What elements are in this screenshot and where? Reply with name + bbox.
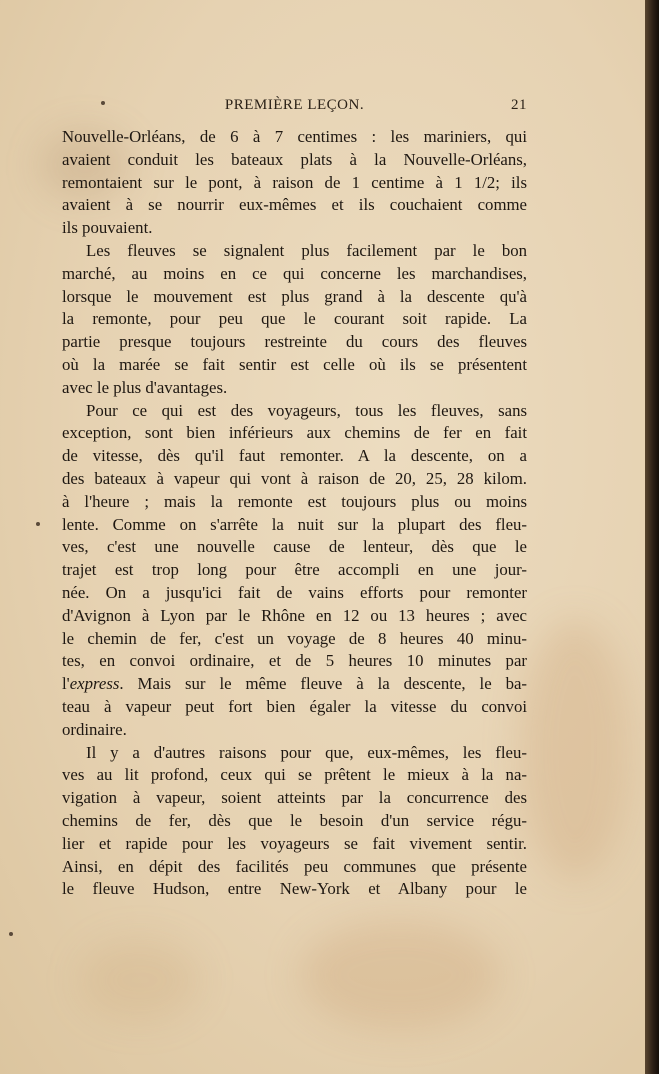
text-line: trajet est trop long pour être accompli en une jour- bbox=[62, 560, 527, 580]
text-line: vigation à vapeur, soient atteints par la concurrence des bbox=[62, 788, 527, 808]
text-line: d'Avignon à Lyon par le Rhône en 12 ou 13 heures ; avec bbox=[62, 605, 527, 625]
text-line: ves au lit profond, ceux qui se prêtent le mieux à la na- bbox=[62, 765, 527, 785]
text-line: le fleuve Hudson, entre New-York et Albany pour le bbox=[62, 879, 527, 899]
text-line: ordinaire. bbox=[62, 719, 127, 739]
text-line: à l'heure ; mais la remonte est toujours plus ou moins bbox=[62, 491, 527, 511]
text-line bbox=[62, 673, 527, 696]
text-line: lier et rapide pour les voyageurs se fait vivement sentir. bbox=[62, 833, 527, 853]
text-line: partie presque toujours restreinte du cours des fleuves bbox=[62, 332, 527, 352]
text-line: remontaient sur le pont, à raison de 1 centime à 1 1/2; ils bbox=[62, 172, 527, 192]
text-line: tes, en convoi ordinaire, et de 5 heures 10 minutes par bbox=[62, 651, 527, 671]
text-line: Les fleuves se signalent plus facilement par le bon bbox=[86, 240, 527, 260]
text-fragment: . Mais sur le même fleuve à la descente, le ba- bbox=[119, 674, 527, 694]
ink-speck bbox=[36, 522, 40, 526]
text-line: Pour ce qui est des voyageurs, tous les fleuves, sans bbox=[86, 400, 527, 420]
text-line: teau à vapeur peut fort bien égaler la vitesse du convoi bbox=[62, 696, 527, 716]
text-line: avaient conduit les bateaux plats à la Nouvelle-Orléans, bbox=[62, 149, 527, 169]
text-line: Ainsi, en dépit des facilités peu communes que présente bbox=[62, 856, 527, 876]
text-line: Nouvelle-Orléans, de 6 à 7 centimes : les mariniers, qui bbox=[62, 127, 527, 146]
page-edge-shadow bbox=[645, 0, 659, 1074]
text-line: exception, sont bien inférieurs aux chemins de fer en fait bbox=[62, 423, 527, 443]
text-line: ves, c'est une nouvelle cause de lenteur, dès que le bbox=[62, 537, 527, 557]
text-line: née. On a jusqu'ici fait de vains efforts pour remonter bbox=[62, 582, 527, 602]
text-line: Il y a d'autres raisons pour que, eux-mêmes, les fleu- bbox=[86, 742, 527, 762]
text-line: lorsque le mouvement est plus grand à la descente qu'à bbox=[62, 286, 527, 306]
text-line: de vitesse, dès qu'il faut remonter. A la descente, on a bbox=[62, 446, 527, 466]
text-line: avaient à se nourrir eux-mêmes et ils couchaient comme bbox=[62, 195, 527, 215]
running-header bbox=[62, 97, 527, 119]
text-line: avec le plus d'avantages. bbox=[62, 377, 228, 397]
text-line: où la marée se fait sentir est celle où ils se présentent bbox=[62, 354, 527, 374]
text-line: la remonte, pour peu que le courant soit rapide. La bbox=[62, 309, 527, 329]
text-line: des bateaux à vapeur qui vont à raison de 20, 25, 28 kilom. bbox=[62, 468, 527, 488]
chapter-title: PREMIÈRE LEÇON. bbox=[224, 97, 365, 113]
page-number: 21 bbox=[511, 97, 527, 113]
text-fragment: l' bbox=[62, 674, 70, 694]
text-line: chemins de fer, dès que le besoin d'un service régu- bbox=[62, 810, 527, 830]
italic-word: express bbox=[69, 674, 120, 694]
paper-stain bbox=[80, 940, 200, 1020]
ink-speck bbox=[9, 932, 13, 936]
text-line: le chemin de fer, c'est un voyage de 8 heures 40 minu- bbox=[62, 628, 527, 648]
text-line: marché, au moins en ce qui concerne les marchandises, bbox=[62, 263, 527, 283]
text-line: ils pouvaient. bbox=[62, 218, 153, 238]
paper-stain bbox=[520, 620, 630, 880]
text-line: lente. Comme on s'arrête la nuit sur la plupart des fleu- bbox=[62, 514, 527, 534]
body-text bbox=[62, 126, 527, 901]
paper-stain bbox=[300, 920, 500, 1030]
